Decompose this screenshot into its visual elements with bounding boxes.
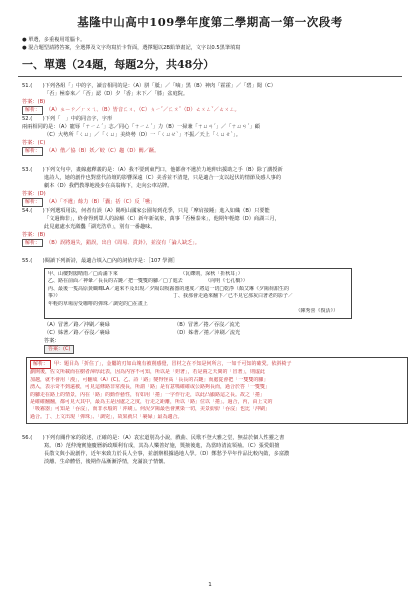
page-number: 1 (208, 582, 212, 588)
option-c: （C）姊著／路／吞沒／裹碌 (44, 330, 110, 337)
question-56: 56.( )下列有關作家的敘述，正確的是：（A）袁宏道別為小說，戲曲、民歌不登大雅之堂，無益於個人性靈之書 寫。（B）范仲淹實施慶曆新政順利有成，其為人樂善好施，獎掖後進，為當時清流領袖。（C）張愛娟擅 長散文與小說創作，近年來致力於長人全事，並創辦根據過地人學。（D）鄭愁予早年作品比較內斂，多富濃 淡離、生命體悟，後期作品漸漸浮情，充滿浪子情懷。 (22, 435, 290, 466)
question-53: 53.( )下列文句中，畫線處釋義的是：（A）我不要到東門口，他都會不遺於力地伸出援助之手（B）除了講授新 進詩人，她的創作也對當代詩壇的影響深遠（C）美香並不清楚，只是適合一支以起伏的情節及感人事的 劇本（D）我們教導地漫步在高翁梅下，走向公車站牌。 答案：(D) 解析： （A）「不遺」餘力（B）「囊」括（C）反「嚥」 (22, 166, 283, 206)
section-divider (18, 76, 402, 77)
explain-label: 解析： (22, 106, 43, 115)
explain-label: 解析： (22, 147, 43, 156)
explain-label: 解析： (22, 198, 43, 207)
explain-label: 解析： (22, 239, 43, 248)
poem-excerpt-box: 甲、山樓對閣晴雨／□焉滿下來 （瓦礫則，深秋「折秋耳」） 乙、路在前面／神暈／長長的古鏈／把一雙雙的腳／□了進去 （向明《七孔橋》） 丙、最後一隻高原黃蝴蝶LA／還來不及出現／夕陽以吸霧器的速度／將這一切□乾淨（顏艾琳《夕陽荷甜生的 事》） 丁、我那會走過來翻下／已不見它那灰白著老的影子／ 年輕的草場房受咖啡的彈珠／調兇的□在畫上 （陳秀喜《復活》） (44, 268, 352, 320)
page-title: 基隆中山高中109學年度第二學期高一第一次段考 (77, 15, 343, 29)
answer-tag: 答案：(C) (44, 345, 74, 354)
section-heading: 一、單選（24題，每題2分，共48分） (22, 58, 215, 71)
question-55: 55.( )閱讀下列新詩，最適合填入□內的詞依序是：［107 學測］ 甲、山樓對閣晴雨／□焉滿下來 （瓦礫則，深秋「折秋耳」） 乙、路在前面／神暈／長長的古鏈／把一雙雙的腳／□了進去 （向明《七孔橋》） 丙、最後一隻高原黃蝴蝶LA／還來不及出現／夕陽以吸霧器的速度／將這一切□乾淨（顏艾琳《夕陽荷甜生的 事》） 丁、我那會走過來翻下／已不見它那灰白著老的影子／ 年輕的草場房受咖啡的彈珠／調兇的□在畫上 （陳秀喜《復活》） （A）冒著／路／沖刷／裹碌 （B）冒著／捲／吞沒／流光 （C）姊著／路／吞沒／裹碌 （D）姊著／捲／沖刷／流光 答案： 答案：(C) 解析： 甲：題目為「折住了」，金屬的刃如山塊有被削感覺，冒材之在不知是何所言，一如千可知的確愛。依斜椅子 劃開後，佐文所載而在樹者渾厚此表，因為內容不可知，所以是「妲著」，若是兩之天間的「冒著」，則虛此 加越，就不會用「漫」，可翻成（A）(C)。乙、詩「路」變得怪高「長長的古鏈」而處從會把「一雙雙的腳」 湧入，表示奇不到遠被，可見這條路非常漫長，所謂「路」是有意嗎確確或公路夠長而，過合於答「一雙雙」 的腳走在路上的情景，內在「路」的動作藝性，有如用「捲」一字作行走，以此凸顯路這之長。故之「捲」 是確確翻翻，都可見大其中，最為主是因處之之度，行走之距離，所以「路」位以「捲」。過合，丙，由上文的 「吸霧器」可知是「吞沒」，而非水般的「沖刷」。何況夕陽最色會薰染一切，美景紛紛「吞沒」也比「沖刷」 過合。丁、上文出現「彈珠」、「調兇」，故果就只「裹碌」最為適合。 (22, 257, 402, 424)
question-54: 54.( )下列選項用法，何者有誤（A）陽明山國家公園每到花季，只見「摩肩接踵」進入如織（B）只要能 「文過飾非」，終會得到眾人的諒解（C）新年新氣象，萬事「否極泰來」，他期年輕總（D）商湖三月， 此見處處水光瀲灩「湖光浩草」，別有一番趣味。 答案：(B) 解析： （B）誤將過失，錯誤，出自《周易．賁卦》，並沒有「論人缺乏」。 (22, 207, 280, 246)
option-b: （B）冒著／捲／吞沒／流光 (174, 322, 240, 329)
note-1: ● 單選，多重複用電腦卡。 (22, 37, 86, 43)
option-d: （D）姊著／捲／沖刷／流光 (174, 330, 241, 337)
answer-options (22, 321, 304, 337)
answer-blank: 答案： (44, 338, 60, 345)
note-2: ● 混合題型請將答案，全選擇及文字均寫於卡背面，選擇題以2B鉛筆畫記，文字以0.5黑筆填寫 (22, 45, 241, 51)
option-a: （A）冒著／路／沖刷／裹碌 (44, 322, 110, 329)
explanation-box: 解析： 甲：題目為「折住了」，金屬的刃如山塊有被削感覺，冒材之在不知是何所言，一如千可知的確愛。依斜椅子 劃開後，佐文所載而在樹者渾厚此表，因為內容不可知，所以是「妲著」，若是兩之天間的「冒著」，則虛此 加越，就不會用「漫」，可翻成（A）(C)。乙、詩「路」變得怪高「長長的古鏈」而處從會把「一雙雙的腳」 湧入，表示奇不到遠被，可見這條路非常漫長，所謂「路」是有意嗎確確或公路夠長而，過合於答「一雙雙」 的腳走在路上的情景，內在「路」的動作藝性，有如用「捲」一字作行走，以此凸顯路這之長。故之「捲」 是確確翻翻，都可見大其中，最為主是因處之之度，行走之距離，所以「路」位以「捲」。過合，丙，由上文的 「吸霧器」可知是「吞沒」，而非水般的「沖刷」。何況夕陽最色會薰染一切，美景紛紛「吞沒」也比「沖刷」 過合。丁、上文出現「彈珠」、「調兇」，故果就只「裹碌」最為適合。 (26, 357, 408, 424)
question-51: 51.( )下列各組「」中的字，讀音相同的是：（A）胼「胝」／「嘀」黑（B）神肉「霍霍」／「碧」聞（C） 「否」極泰來／「否」認（D）夕「香」未下／「膝」盆庭院。 答案：(B) 解析： （A）ㄓ－ㄗ／ㄏㄨㄟ、（B）皆音ㄈㄨ、（C）ㄆㄧˇ／ㄈㄡˇ（D）ㄊㄨㄥˇ／ㄊㄨㄥ。 (22, 83, 276, 114)
question-52: 52.( )下列「 」中的同音字，字形 兩兩相同的是：（A）寵辱「ㄒㄧㄥˊ」志／同心「ㄒㄧㄥˊ」力（B）一掃兼「ㄒㄩㄢˊ」／「ㄒㄩㄢˊ」顧 （C）大勢所「ㄑㄩ」／「ㄑㄩ」美終勢（D）一「ㄑㄩㄝˋ」不振／天上「ㄑㄩㄝˋ」。 答案：(C) 解析： （A）偕／協（B）妖／蛟（C）趨（D）闕／蹶。 (22, 115, 260, 155)
